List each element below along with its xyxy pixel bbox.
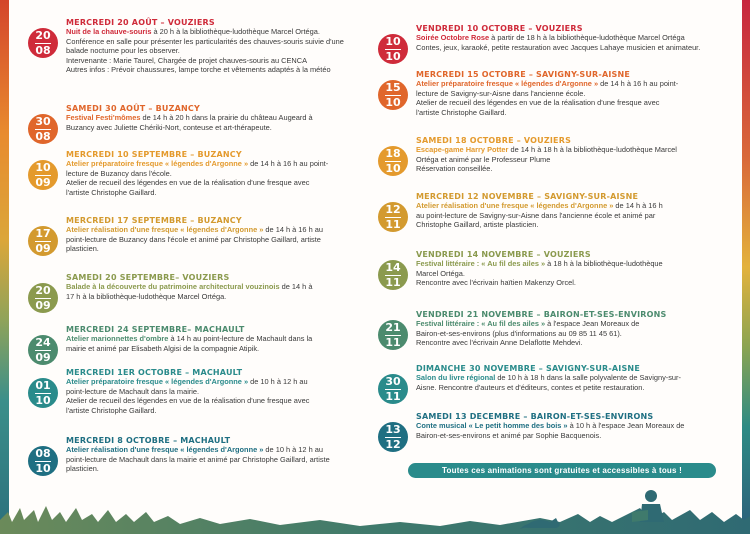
event-line: Autres infos : Prévoir chaussures, lampe torche et vêtements adaptés à la météo: [66, 65, 331, 75]
date-badge-day: 18: [385, 146, 401, 160]
event-title: VENDREDI 14 NOVEMBRE – VOUZIERS: [416, 250, 591, 259]
event-description: [66, 334, 411, 353]
event-line-text: de 14 h à 16 h au point-: [248, 159, 329, 168]
event-line-text: à 10 h à l'espace Jean Moreaux de: [567, 421, 685, 430]
event-line: l'artiste Christophe Gaillard.: [66, 405, 157, 415]
event-description: [416, 259, 750, 288]
event-highlight: Escape-game Harry Potter: [416, 145, 509, 154]
event-left-5: [28, 325, 411, 364]
event-highlight: Festival Festi'mômes: [66, 113, 141, 122]
date-badge-month: 11: [385, 217, 401, 231]
event-line: [416, 421, 750, 431]
event-title: MERCREDI 15 OCTOBRE – SAVIGNY-SUR-AISNE: [416, 70, 631, 79]
event-line: 17 h à la bibliothèque-ludothèque Marcel Ortéga.: [66, 291, 227, 301]
event-line: [416, 319, 750, 329]
event-right-0: [378, 24, 750, 63]
event-line: Christophe Gaillard, artiste plasticien.: [416, 220, 539, 230]
event-highlight: Festival littéraire : « Au fil des ailes »: [416, 319, 546, 328]
date-badge-day: 20: [35, 28, 51, 42]
event-title: MERCREDI 12 NOVEMBRE – SAVIGNY-SUR-AISNE: [416, 192, 639, 201]
event-line: Rencontre avec l'écrivain Anne Delaflotte Mehdevi.: [416, 338, 583, 348]
date-badge-day: 30: [35, 114, 51, 128]
event-title: VENDREDI 10 OCTOBRE – VOUZIERS: [416, 24, 583, 33]
event-line: [416, 373, 750, 383]
date-badge-day: 01: [35, 378, 51, 392]
date-badge: [28, 446, 58, 476]
event-line: [66, 27, 411, 37]
event-line: [66, 445, 411, 455]
event-line: Bairon-et-ses-environs et animé par Sophie Bacquenois.: [416, 430, 602, 440]
event-highlight: Atelier réalisation d'une fresque « légendes d'Argonne »: [416, 201, 614, 210]
event-line: [416, 145, 750, 155]
date-badge: [378, 374, 408, 404]
date-badge-month: 10: [385, 95, 401, 109]
event-line: [416, 33, 750, 43]
footer-banner: Toutes ces animations sont gratuites et accessibles à tous !: [408, 463, 716, 478]
event-right-7: [378, 412, 750, 451]
event-highlight: Atelier réalisation d'une fresque « légendes d'Argonne »: [66, 445, 264, 454]
date-badge-month: 10: [35, 393, 51, 407]
date-badge-day: 10: [35, 160, 51, 174]
date-badge: [28, 28, 58, 58]
event-highlight: Soirée Octobre Rose: [416, 33, 490, 42]
date-badge: [28, 160, 58, 190]
event-line: Aisne. Rencontre d'auteurs et d'éditeurs, contes et petite restauration.: [416, 382, 645, 392]
event-line: Réservation conseillée.: [416, 164, 493, 174]
event-highlight: Nuit de la chauve-souris: [66, 27, 152, 36]
date-badge-day: 15: [385, 80, 401, 94]
date-badge-day: 24: [35, 335, 51, 349]
event-line: plasticien.: [66, 244, 99, 254]
left-color-edge: [0, 0, 9, 534]
event-line-text: à 18 h à la bibliothèque-ludothèque: [545, 259, 663, 268]
event-left-4: [28, 273, 411, 312]
event-left-2: [28, 146, 411, 197]
event-line-text: de 14 h à: [279, 282, 313, 291]
event-right-5: [378, 310, 750, 348]
event-title: MERCREDI 1ER OCTOBRE – MACHAULT: [66, 368, 243, 377]
event-line: [416, 201, 750, 211]
date-badge: [378, 202, 408, 232]
event-description: [66, 225, 411, 254]
date-badge-month: 09: [35, 350, 51, 364]
date-badge: [378, 146, 408, 176]
event-title: MERCREDI 8 OCTOBRE – MACHAULT: [66, 436, 231, 445]
date-badge-month: 08: [35, 43, 51, 57]
event-description: [416, 201, 750, 230]
event-line: point-lecture de Machault dans la mairie.: [66, 386, 200, 396]
event-line-text: de 10 h à 12 h au: [263, 445, 323, 454]
date-badge-day: 14: [385, 260, 401, 274]
event-line-text: de 14 h à 18 h à la bibliothèque-ludothèque Marcel: [508, 145, 677, 154]
event-line: Rencontre avec l'écrivain haïtien Makenzy Orcel.: [416, 278, 576, 288]
date-badge-month: 09: [35, 241, 51, 255]
event-line: point-lecture de Machault dans la mairie et animé par Christophe Gaillard, artiste: [66, 454, 330, 464]
event-line-text: de 14 h à 16 h au: [263, 225, 323, 234]
date-badge-day: 10: [385, 34, 401, 48]
event-right-6: [378, 364, 750, 403]
event-description: [66, 374, 411, 415]
event-left-7: [28, 436, 411, 474]
event-line: mairie et animé par Elisabeth Algisi de la compagnie Atipik.: [66, 343, 260, 353]
date-badge-month: 10: [385, 49, 401, 63]
date-badge-month: 09: [35, 175, 51, 189]
event-description: [66, 445, 411, 474]
event-title: SAMEDI 18 OCTOBRE – VOUZIERS: [416, 136, 572, 145]
event-line: l'artiste Christophe Gaillard.: [416, 107, 507, 117]
event-line: Atelier de recueil des légendes en vue de la réalisation d'une fresque avec: [416, 98, 660, 108]
event-highlight: Atelier réalisation d'une fresque « légendes d'Argonne »: [66, 225, 264, 234]
event-line: plasticien.: [66, 464, 99, 474]
event-left-6: [28, 368, 411, 415]
event-title: SAMEDI 13 DECEMBRE – BAIRON-ET-SES-ENVIRONS: [416, 412, 654, 421]
date-badge: [378, 34, 408, 64]
event-description: [416, 33, 750, 52]
event-description: [416, 421, 750, 440]
event-line: Conférence en salle pour présenter les particularités des chauves-souris suivie d'une: [66, 36, 344, 46]
event-description: [416, 319, 750, 348]
event-line-text: de 10 h à 18 h dans la salle polyvalente de Savigny-sur-: [495, 373, 681, 382]
event-highlight: Atelier préparatoire fresque « légendes d'Argonne »: [66, 377, 249, 386]
date-badge-month: 11: [385, 335, 401, 349]
date-badge: [378, 422, 408, 452]
date-badge-month: 11: [385, 389, 401, 403]
date-badge: [28, 114, 58, 144]
event-line: [66, 374, 411, 388]
event-title: MERCREDI 20 AOÛT – VOUZIERS: [66, 18, 215, 27]
date-badge: [378, 80, 408, 110]
date-badge: [28, 335, 58, 365]
event-line: [416, 79, 750, 89]
event-line: balade nocturne pour les observer.: [66, 46, 180, 56]
event-line-text: à l'espace Jean Moreaux de: [545, 319, 640, 328]
date-badge-day: 12: [385, 202, 401, 216]
date-badge-month: 08: [35, 129, 51, 143]
event-highlight: Conte musical « Le petit homme des bois »: [416, 421, 568, 430]
event-line-text: de 14 h à 16 h: [613, 201, 663, 210]
event-title: VENDREDI 21 NOVEMBRE – BAIRON-ET-SES-ENVIRONS: [416, 310, 667, 319]
date-badge-day: 21: [385, 320, 401, 334]
date-badge-day: 08: [35, 446, 51, 460]
event-line: [416, 259, 750, 269]
event-title: SAMEDI 30 AOÛT – BUZANCY: [66, 104, 200, 113]
event-line: [66, 225, 411, 235]
date-badge-month: 12: [385, 437, 401, 451]
reading-child-silhouette: [632, 490, 664, 522]
event-highlight: Atelier préparatoire fresque « légendes d'Argonne »: [66, 159, 249, 168]
event-line: Buzancy avec Juliette Chériki-Nort, conteuse et art-thérapeute.: [66, 122, 272, 132]
event-description: [66, 282, 411, 301]
event-left-1: [28, 104, 411, 143]
event-line: lecture de Buzancy dans l'école.: [66, 168, 172, 178]
event-right-3: [378, 192, 750, 230]
event-line: Intervenante : Marie Taurel, Chargée de projet chauves-souris au CENCA: [66, 55, 308, 65]
date-badge-month: 10: [385, 161, 401, 175]
date-badge: [378, 260, 408, 290]
date-badge-month: 11: [385, 275, 401, 289]
date-badge: [28, 226, 58, 256]
event-line: [66, 159, 411, 169]
event-line-text: de 14 h à 20 h dans la prairie du château Augeard à: [140, 113, 313, 122]
event-left-3: [28, 216, 411, 254]
event-title: SAMEDI 20 SEPTEMBRE– VOUZIERS: [66, 273, 230, 282]
date-badge-month: 09: [35, 298, 51, 312]
event-title: MERCREDI 24 SEPTEMBRE– MACHAULT: [66, 325, 245, 334]
event-description: [66, 27, 411, 75]
event-description: [66, 113, 411, 132]
event-description: [66, 159, 411, 197]
event-line-text: de 10 h à 12 h au: [248, 377, 308, 386]
event-title: MERCREDI 10 SEPTEMBRE – BUZANCY: [66, 150, 242, 159]
date-badge: [378, 320, 408, 350]
event-line: l'artiste Christophe Gaillard.: [66, 187, 157, 197]
event-description: [416, 145, 750, 174]
event-highlight: Festival littéraire : « Au fil des ailes »: [416, 259, 546, 268]
event-description: [416, 373, 750, 392]
date-badge-day: 20: [35, 283, 51, 297]
date-badge: [28, 378, 58, 408]
event-title: MERCREDI 17 SEPTEMBRE – BUZANCY: [66, 216, 242, 225]
date-badge-day: 30: [385, 374, 401, 388]
event-line: [66, 113, 411, 123]
event-line: Atelier de recueil des légendes en vue de la réalisation d'une fresque avec: [66, 396, 310, 406]
event-highlight: Salon du livre régional: [416, 373, 496, 382]
event-line: [66, 334, 411, 344]
event-description: [416, 79, 750, 117]
event-line-text: à partir de 18 h à la bibliothèque-ludothèque Marcel Ortéga: [489, 33, 685, 42]
event-highlight: Balade à la découverte du patrimoine architectural vouzinois: [66, 282, 280, 291]
event-highlight: Atelier marionnettes d'ombre: [66, 334, 169, 343]
event-right-1: [378, 70, 750, 117]
event-line-text: à 20 h à la bibliothèque-ludothèque Marcel Ortéga.: [151, 27, 320, 36]
event-line: Bairon-et-ses-environs (plus d'informations au 09 85 11 45 61).: [416, 328, 622, 338]
event-line: lecture de Savigny-sur-Aisne dans l'ancienne école.: [416, 88, 586, 98]
date-badge-day: 13: [385, 422, 401, 436]
date-badge-day: 17: [35, 226, 51, 240]
event-line: Contes, jeux, karaoké, petite restauration avec Jacques Lahaye musicien et animateur.: [416, 42, 701, 52]
event-line: point-lecture de Buzancy dans l'école et animé par Christophe Gaillard, artiste: [66, 234, 321, 244]
event-right-4: [378, 250, 750, 288]
event-line: Atelier de recueil des légendes en vue de la réalisation d'une fresque avec: [66, 178, 310, 188]
event-right-2: [378, 136, 750, 174]
date-badge: [28, 283, 58, 313]
event-left-0: [28, 18, 411, 75]
event-line: Marcel Ortéga.: [416, 268, 465, 278]
event-line: au point-lecture de Savigny-sur-Aisne dans l'ancienne école et animé par: [416, 210, 656, 220]
date-badge-month: 10: [35, 461, 51, 475]
event-line: [66, 282, 411, 292]
grass-silhouette: [0, 486, 750, 534]
event-line-text: à 14 h au point-lecture de Machault dans la: [168, 334, 313, 343]
event-title: DIMANCHE 30 NOVEMBRE – SAVIGNY-SUR-AISNE: [416, 364, 640, 373]
event-line: Ortéga et animé par le Professeur Plume: [416, 154, 551, 164]
event-line-text: de 14 h à 16 h au point-: [598, 79, 679, 88]
event-highlight: Atelier préparatoire fresque « légendes d'Argonne »: [416, 79, 599, 88]
